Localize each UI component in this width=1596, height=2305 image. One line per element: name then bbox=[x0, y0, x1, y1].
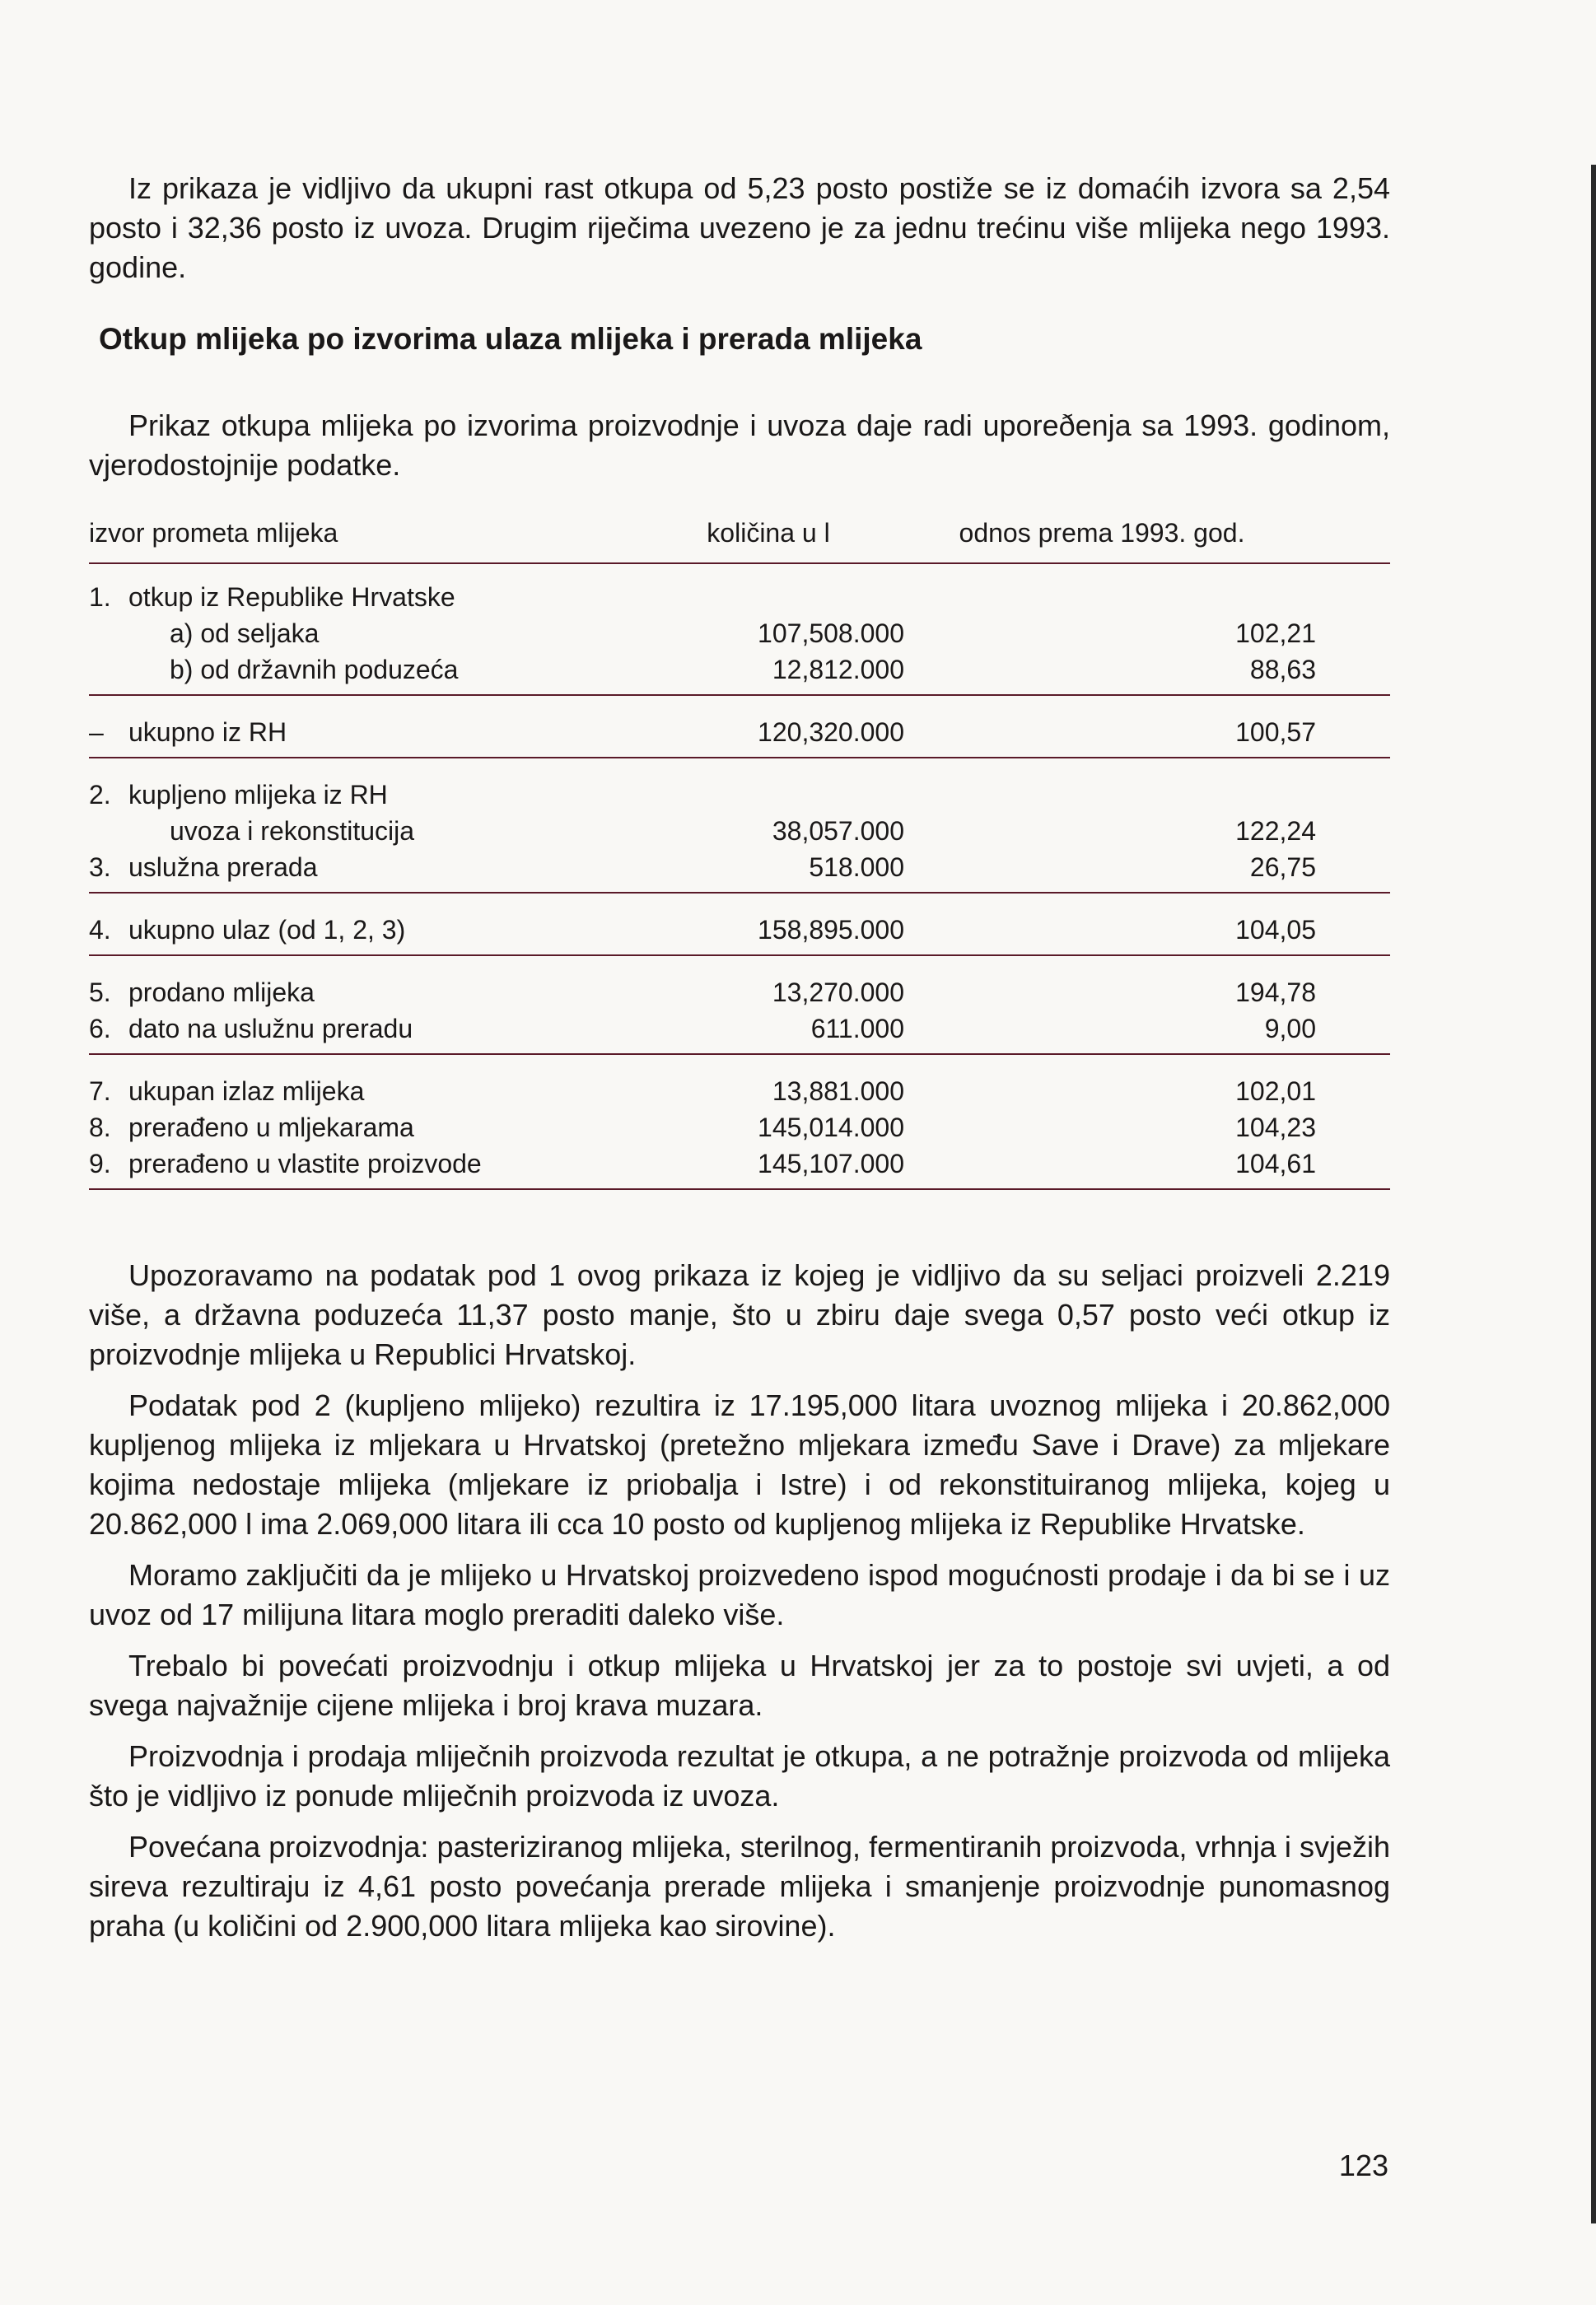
row-quantity: 158,895.000 bbox=[758, 915, 904, 945]
lead-paragraph: Prikaz otkupa mlijeka po izvorima proizvodnje i uvoza daje radi uporeðenja sa 1993. godinom, vjerodostojnije podatke. bbox=[89, 408, 1390, 482]
row-label-cell bbox=[89, 1146, 632, 1182]
body-paragraph: Proizvodnja i prodaja mliječnih proizvoda rezultat je otkupa, a ne potražnje proizvoda od mlijeka što je vidljivo iz ponude mliječnih proizvoda iz uvoza. bbox=[89, 1739, 1390, 1813]
row-label: uslužna prerada bbox=[128, 852, 318, 882]
header-source: izvor prometa mlijeka bbox=[89, 518, 338, 548]
row-label-cell bbox=[89, 579, 632, 615]
row-label: dato na uslužnu preradu bbox=[128, 1014, 413, 1043]
table-row bbox=[89, 813, 1390, 849]
table-row bbox=[89, 615, 1390, 651]
row-quantity: 518.000 bbox=[809, 852, 904, 882]
row-number: – bbox=[89, 717, 104, 747]
page-number: 123 bbox=[1338, 2149, 1388, 2182]
row-label: b) od državnih poduzeća bbox=[170, 655, 459, 684]
header-ratio: odnos prema 1993. god. bbox=[959, 518, 1245, 548]
row-label-cell bbox=[89, 974, 632, 1010]
table-row bbox=[89, 579, 1390, 615]
body-paragraph: Povećana proizvodnja: pasteriziranog mlijeka, sterilnog, fermentiranih proizvoda, vrhnja i svježih sireva rezultiraju iz 4,61 posto povećanja prerade mlijeka i smanjenje proizvodnje punomasnog praha (u količini od 2.900,000 litara mlijeka kao sirovine). bbox=[89, 1830, 1390, 1943]
row-ratio: 26,75 bbox=[1249, 852, 1316, 882]
row-label: uvoza i rekonstitucija bbox=[170, 816, 415, 846]
table-row bbox=[89, 1073, 1390, 1109]
row-label-cell bbox=[89, 714, 632, 750]
row-label-cell bbox=[89, 615, 632, 651]
page-content bbox=[89, 169, 1390, 1957]
row-label-cell bbox=[89, 651, 632, 688]
table-row bbox=[89, 1146, 1390, 1182]
row-label: a) od seljaka bbox=[170, 618, 320, 648]
row-ratio: 9,00 bbox=[1264, 1014, 1316, 1043]
row-label-cell bbox=[89, 777, 632, 813]
row-number: 5. bbox=[89, 978, 111, 1007]
table-group bbox=[89, 1073, 1390, 1190]
row-number: 1. bbox=[89, 582, 111, 612]
table-row bbox=[89, 714, 1390, 750]
row-ratio: 104,05 bbox=[1235, 915, 1316, 945]
row-number: 8. bbox=[89, 1113, 111, 1142]
row-ratio: 102,21 bbox=[1235, 618, 1316, 648]
row-number: 9. bbox=[89, 1149, 111, 1178]
row-label: kupljeno mlijeka iz RH bbox=[128, 780, 388, 810]
body-paragraph: Trebalo bi povećati proizvodnju i otkup mlijeka u Hrvatskoj jer za to postoje svi uvjeti, a od svega najvažnije cijene mlijeka i broj krava muzara. bbox=[89, 1649, 1390, 1722]
row-quantity: 38,057.000 bbox=[772, 816, 904, 846]
table-row bbox=[89, 849, 1390, 885]
row-label: ukupan izlaz mlijeka bbox=[128, 1076, 365, 1106]
row-number: 3. bbox=[89, 852, 111, 882]
row-ratio: 100,57 bbox=[1235, 717, 1316, 747]
row-ratio: 102,01 bbox=[1235, 1076, 1316, 1106]
scan-edge bbox=[1591, 165, 1596, 2223]
body-paragraph: Moramo zaključiti da je mlijeko u Hrvatskoj proizvedeno ispod mogućnosti prodaje i da bi se i uz uvoz od 17 milijuna litara moglo preraditi daleko više. bbox=[89, 1558, 1390, 1631]
row-quantity: 145,014.000 bbox=[758, 1113, 904, 1142]
row-label: prerađeno u vlastite proizvode bbox=[128, 1149, 482, 1178]
row-ratio: 122,24 bbox=[1235, 816, 1316, 846]
row-number: 2. bbox=[89, 780, 111, 810]
row-label: prodano mlijeka bbox=[128, 978, 315, 1007]
body-paragraph: Upozoravamo na podatak pod 1 ovog prikaza iz kojeg je vidljivo da su seljaci proizveli 2.219 više, a državna poduzeća 11,37 posto manje, što u zbiru daje svega 0,57 posto veći otkup iz proizvodnje mlijeka u Republici Hrvatskoj. bbox=[89, 1258, 1390, 1371]
row-ratio: 104,23 bbox=[1235, 1113, 1316, 1142]
row-quantity: 12,812.000 bbox=[772, 655, 904, 684]
table-group bbox=[89, 714, 1390, 758]
row-quantity: 120,320.000 bbox=[758, 717, 904, 747]
row-label-cell bbox=[89, 813, 632, 849]
row-label: ukupno ulaz (od 1, 2, 3) bbox=[128, 915, 406, 945]
row-label-cell bbox=[89, 1010, 632, 1047]
table-header bbox=[89, 515, 1390, 564]
header-quantity: količina u l bbox=[707, 518, 830, 548]
table-row bbox=[89, 912, 1390, 948]
row-label: otkup iz Republike Hrvatske bbox=[128, 582, 455, 612]
row-ratio: 104,61 bbox=[1235, 1149, 1316, 1178]
table-row bbox=[89, 777, 1390, 813]
row-quantity: 611.000 bbox=[810, 1014, 904, 1043]
table-group bbox=[89, 777, 1390, 894]
table-row bbox=[89, 1010, 1390, 1047]
row-quantity: 13,270.000 bbox=[772, 978, 904, 1007]
row-label-cell bbox=[89, 912, 632, 948]
row-number: 7. bbox=[89, 1076, 111, 1106]
row-number: 4. bbox=[89, 915, 111, 945]
table-group bbox=[89, 912, 1390, 956]
row-label-cell bbox=[89, 1109, 632, 1146]
row-number: 6. bbox=[89, 1014, 111, 1043]
table-row bbox=[89, 1109, 1390, 1146]
body-paragraph: Podatak pod 2 (kupljeno mlijeko) rezultira iz 17.195,000 litara uvoznog mlijeka i 20.862,000 kupljenog mlijeka iz mljekara u Hrvatskoj (pretežno mljekara između Save i Drave) za mljekare kojima nedostaje mlijeka (mljekare iz priobalja i Istre) i od rekonstituiranog mlijeka, kojeg u 20.862,000 l ima 2.069,000 litara ili cca 10 posto od kupljenog mlijeka iz Republike Hrvatske. bbox=[89, 1388, 1390, 1541]
table-body bbox=[89, 579, 1390, 1190]
row-ratio: 88,63 bbox=[1249, 655, 1316, 684]
table-group bbox=[89, 579, 1390, 696]
row-label-cell bbox=[89, 849, 632, 885]
table-group bbox=[89, 974, 1390, 1055]
table-row bbox=[89, 974, 1390, 1010]
section-heading: Otkup mlijeka po izvorima ulaza mlijeka i prerada mlijeka bbox=[99, 322, 922, 356]
data-table bbox=[89, 515, 1390, 1190]
table-row bbox=[89, 651, 1390, 688]
row-quantity: 145,107.000 bbox=[758, 1149, 904, 1178]
row-ratio: 194,78 bbox=[1235, 978, 1316, 1007]
row-label-cell bbox=[89, 1073, 632, 1109]
row-quantity: 107,508.000 bbox=[758, 618, 904, 648]
row-label: prerađeno u mljekarama bbox=[128, 1113, 414, 1142]
row-quantity: 13,881.000 bbox=[772, 1076, 904, 1106]
intro-paragraph: Iz prikaza je vidljivo da ukupni rast otkupa od 5,23 posto postiže se iz domaćih izvora sa 2,54 posto i 32,36 posto iz uvoza. Drugim riječima uvezeno je za jednu trećinu više mlijeka nego 1993. godine. bbox=[89, 171, 1390, 284]
row-label: ukupno iz RH bbox=[128, 717, 287, 747]
body-paragraphs bbox=[89, 1256, 1390, 1946]
